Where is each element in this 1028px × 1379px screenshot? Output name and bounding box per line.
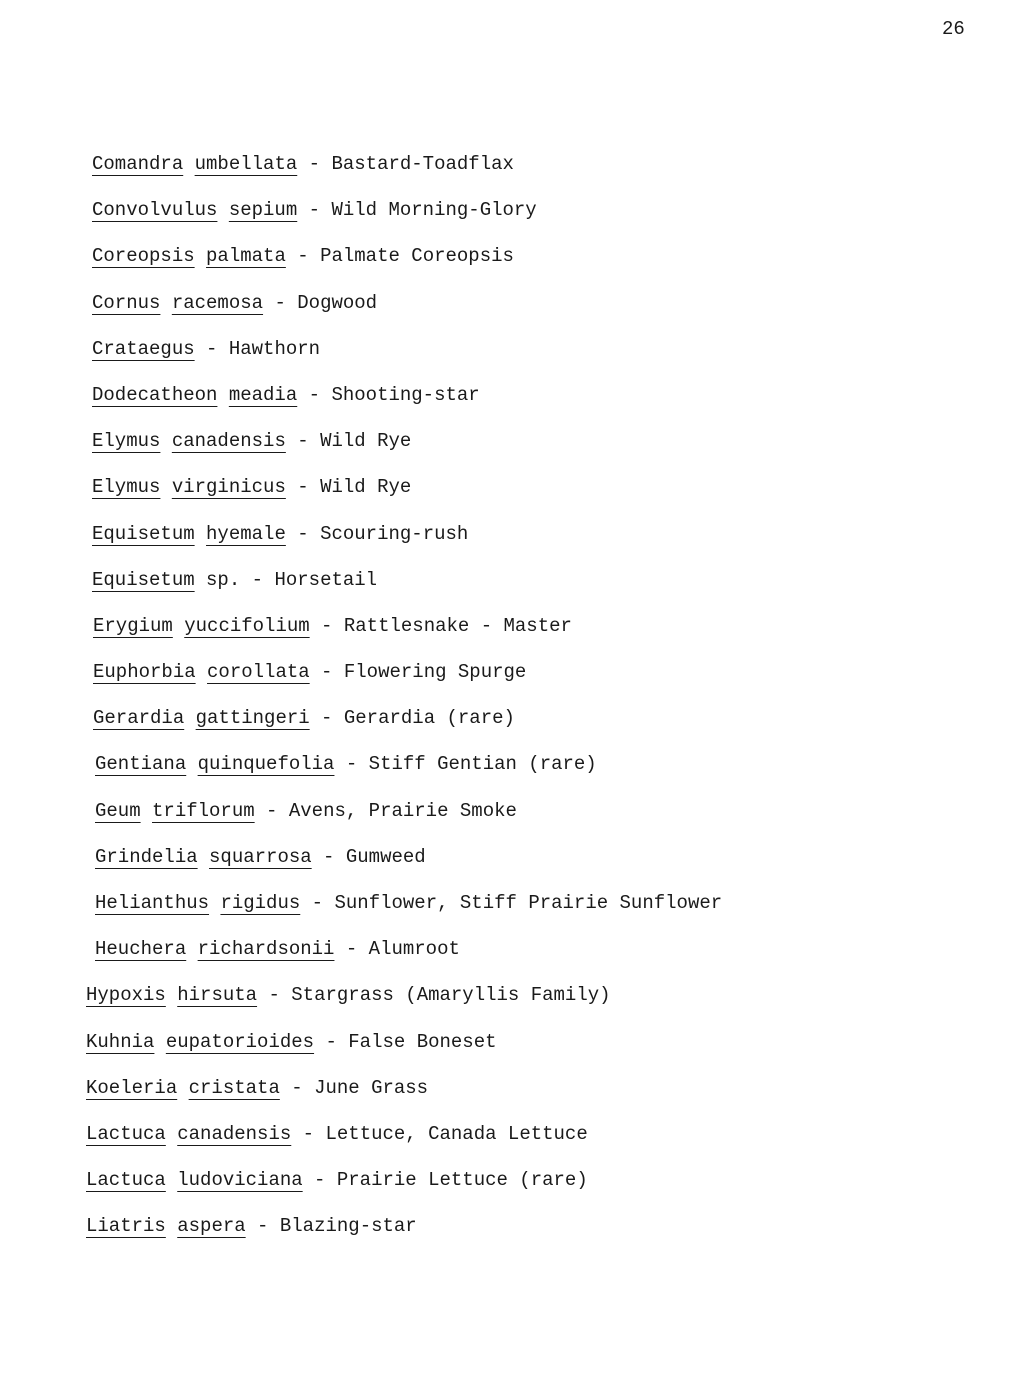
species-name: canadensis xyxy=(171,430,286,453)
common-name: Stargrass (Amaryllis Family) xyxy=(291,984,611,1007)
species-name: corollata xyxy=(207,661,310,684)
genus-name: Elymus xyxy=(92,476,161,499)
genus-name: Hypoxis xyxy=(86,984,166,1007)
list-item: Kuhnia eupatorioides - False Boneset xyxy=(86,1030,497,1053)
species-name: gattingeri xyxy=(195,707,310,730)
species-name: hyemale xyxy=(206,522,286,545)
genus-name: Liatris xyxy=(86,1215,166,1238)
species-list xyxy=(86,150,722,1259)
list-item: Equisetum sp. - Horsetail xyxy=(92,568,378,591)
species-name: squarrosa xyxy=(209,845,312,868)
genus-name: Euphorbia xyxy=(93,661,196,684)
list-item: Elymus virginicus - Wild Rye xyxy=(92,476,412,499)
species-name: cristata xyxy=(188,1076,280,1099)
list-item: Dodecatheon meadia - Shooting-star xyxy=(92,383,480,406)
species-name: quinquefolia xyxy=(197,753,335,776)
list-item: Gerardia gattingeri - Gerardia (rare) xyxy=(93,707,515,730)
list-item: Geum triflorum - Avens, Prairie Smoke xyxy=(95,799,517,822)
list-item: Liatris aspera - Blazing-star xyxy=(86,1215,417,1238)
common-name: Wild Rye xyxy=(320,476,412,499)
list-item: Euphorbia corollata - Flowering Spurge xyxy=(93,661,527,684)
list-item: Comandra umbellata - Bastard-Toadflax xyxy=(92,153,514,175)
genus-name: Gentiana xyxy=(95,753,187,776)
common-name: Wild Morning-Glory xyxy=(331,199,537,222)
common-name: Wild Rye xyxy=(320,430,412,453)
genus-name: Grindelia xyxy=(95,845,198,868)
species-name: palmata xyxy=(206,245,286,268)
species-name: ludoviciana xyxy=(177,1169,303,1192)
genus-name: Equisetum xyxy=(92,568,195,591)
common-name: Gerardia (rare) xyxy=(343,707,515,730)
species-name: triflorum xyxy=(152,799,255,822)
genus-name: Geum xyxy=(95,799,141,822)
list-item: Koeleria cristata - June Grass xyxy=(86,1076,429,1099)
species-name: umbellata xyxy=(194,153,298,175)
common-name: Sunflower, Stiff Prairie Sunflower xyxy=(334,892,723,914)
list-item: Hypoxis hirsuta - Stargrass (Amaryllis Family) xyxy=(86,984,611,1007)
common-name: Prairie Lettuce (rare) xyxy=(336,1169,588,1192)
list-item: Gentiana quinquefolia - Stiff Gentian (rare) xyxy=(95,753,597,776)
genus-name: Lactuca xyxy=(86,1122,166,1145)
genus-name: Equisetum xyxy=(92,522,195,545)
list-item: Cornus racemosa - Dogwood xyxy=(92,291,378,314)
common-name: Horsetail xyxy=(274,568,378,591)
species-name: virginicus xyxy=(171,476,286,499)
common-name: Dogwood xyxy=(297,291,378,314)
genus-name: Koeleria xyxy=(86,1076,178,1099)
species-name: sepium xyxy=(228,199,298,222)
common-name: Scouring-rush xyxy=(320,522,469,545)
genus-name: Helianthus xyxy=(95,892,210,914)
common-name: June Grass xyxy=(314,1076,429,1099)
species-name: meadia xyxy=(228,383,298,406)
genus-name: Gerardia xyxy=(93,707,185,730)
species-name: eupatorioides xyxy=(165,1030,315,1053)
page-number: 26 xyxy=(942,18,965,40)
common-name: Shooting-star xyxy=(331,383,480,406)
list-item: Crataegus - Hawthorn xyxy=(92,337,321,360)
common-name: Hawthorn xyxy=(228,337,321,360)
species-name: sp. xyxy=(206,568,241,591)
common-name: Stiff Gentian (rare) xyxy=(368,753,597,776)
genus-name: Erygium xyxy=(93,614,173,637)
genus-name: Lactuca xyxy=(86,1169,166,1192)
genus-name: Elymus xyxy=(92,430,161,453)
list-item: Coreopsis palmata - Palmate Coreopsis xyxy=(92,245,514,268)
common-name: Bastard-Toadflax xyxy=(331,153,514,175)
genus-name: Convolvulus xyxy=(92,199,218,222)
genus-name: Heuchera xyxy=(95,938,187,961)
common-name: Lettuce, Canada Lettuce xyxy=(325,1122,588,1145)
common-name: Blazing-star xyxy=(279,1215,417,1238)
genus-name: Coreopsis xyxy=(92,245,195,268)
genus-name: Comandra xyxy=(92,153,184,175)
list-item: Helianthus rigidus - Sunflower, Stiff Prairie Sunflower xyxy=(95,892,723,914)
common-name: False Boneset xyxy=(348,1030,497,1053)
list-item: Elymus canadensis - Wild Rye xyxy=(92,430,412,453)
common-name: Flowering Spurge xyxy=(343,661,527,684)
species-name: hirsuta xyxy=(177,984,258,1007)
list-item: Equisetum hyemale - Scouring-rush xyxy=(92,522,469,545)
species-name: yuccifolium xyxy=(184,614,310,637)
list-item: Lactuca canadensis - Lettuce, Canada Lettuce xyxy=(86,1122,588,1145)
common-name: Alumroot xyxy=(368,938,460,961)
species-name: canadensis xyxy=(177,1122,292,1145)
genus-name: Crataegus xyxy=(92,337,195,360)
list-item: Erygium yuccifolium - Rattlesnake - Master xyxy=(93,614,572,637)
species-name: rigidus xyxy=(220,892,301,914)
common-name: Rattlesnake - Master xyxy=(343,614,572,637)
list-item: Grindelia squarrosa - Gumweed xyxy=(95,845,426,868)
genus-name: Kuhnia xyxy=(86,1030,155,1053)
genus-name: Cornus xyxy=(92,291,161,314)
species-name: aspera xyxy=(177,1215,246,1238)
list-item: Convolvulus sepium - Wild Morning-Glory xyxy=(92,199,537,222)
list-item: Heuchera richardsonii - Alumroot xyxy=(95,938,460,961)
genus-name: Dodecatheon xyxy=(92,383,218,406)
species-name: racemosa xyxy=(171,291,264,314)
common-name: Palmate Coreopsis xyxy=(320,245,514,268)
species-name: richardsonii xyxy=(197,938,335,961)
common-name: Avens, Prairie Smoke xyxy=(288,799,517,822)
list-item: Lactuca ludoviciana - Prairie Lettuce (rare) xyxy=(86,1169,588,1192)
common-name: Gumweed xyxy=(345,845,426,868)
